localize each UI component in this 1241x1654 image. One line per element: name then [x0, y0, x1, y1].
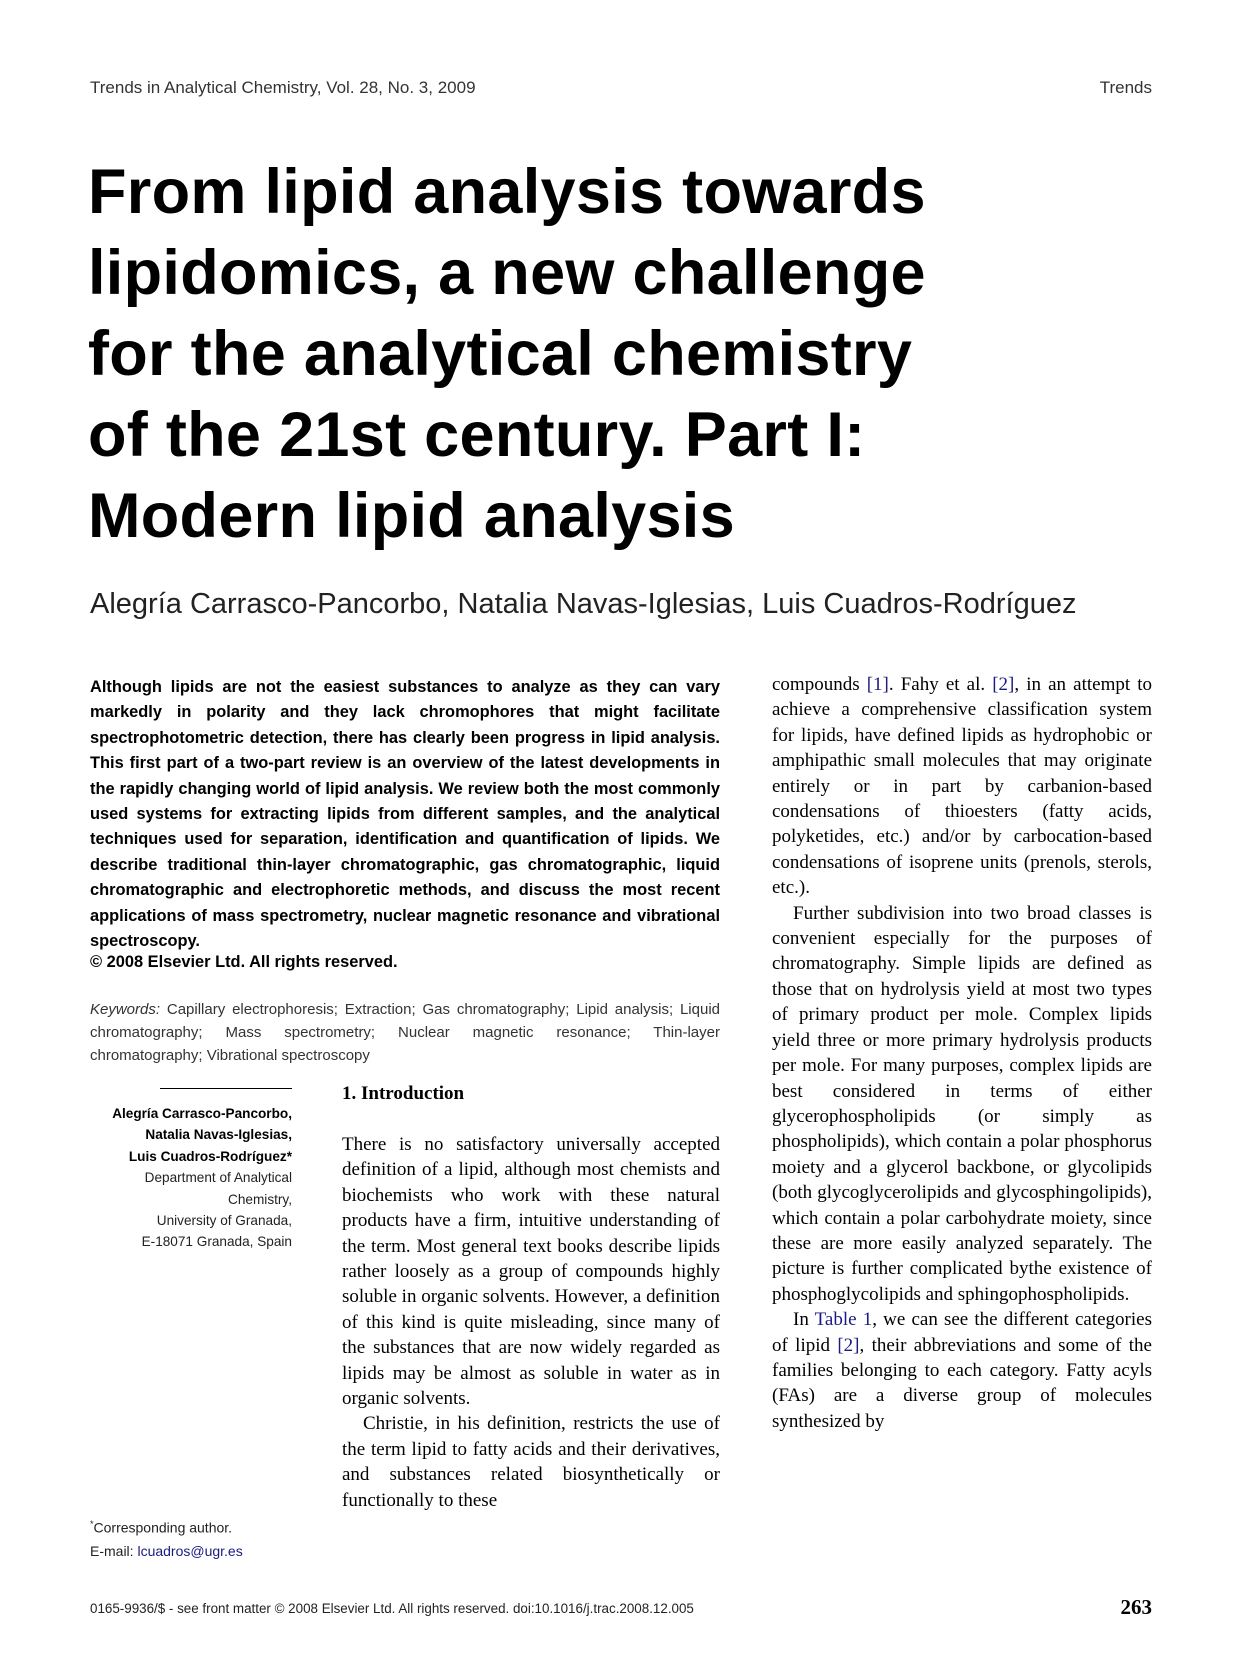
- text-run: , their abbreviations and some of the families belonging to each category. Fatty acyls (FAs) are a diverse group of molecules synthesized by: [772, 1334, 1152, 1432]
- footnote-marker: *: [90, 1519, 94, 1529]
- body-paragraph: [772, 1307, 1152, 1434]
- keywords: [90, 998, 720, 1067]
- text-run: , we can see the different categories of lipid: [772, 1309, 1152, 1356]
- page-footer: 0165-9936/$ - see front matter © 2008 Elsevier Ltd. All rights reserved. doi:10.1016/j.trac.2008.12.005: [90, 1601, 694, 1616]
- section-label: Trends: [1099, 78, 1152, 97]
- affiliation-author: Natalia Navas-Iglesias,: [145, 1127, 292, 1143]
- author-list: Alegría Carrasco-Pancorbo, Natalia Navas-Iglesias, Luis Cuadros-Rodríguez: [90, 588, 1077, 620]
- footnote-text: Corresponding author.: [93, 1519, 233, 1536]
- text-run: . Fahy et al.: [888, 674, 986, 695]
- journal-citation: Trends in Analytical Chemistry, Vol. 28, No. 3, 2009: [90, 78, 476, 97]
- running-header: [90, 78, 1152, 98]
- author-affiliation: [90, 1103, 292, 1253]
- affiliation-city: E-18071 Granada, Spain: [141, 1234, 292, 1250]
- page-number: 263: [1120, 1595, 1152, 1619]
- affiliation-divider: [160, 1088, 292, 1089]
- abstract-copyright: © 2008 Elsevier Ltd. All rights reserved.: [90, 953, 398, 971]
- affiliation-department: Chemistry,: [228, 1191, 292, 1207]
- email-link[interactable]: lcuadros@ugr.es: [137, 1542, 243, 1559]
- affiliation-author: Luis Cuadros-Rodríguez*: [128, 1148, 292, 1164]
- body-column-right: [772, 672, 1152, 1434]
- abstract: Although lipids are not the easiest substances to analyze as they can vary markedly in polarity and they lack chromophores that might facilitate spectrophotometric detection, there has clearly been progress in lipid analysis. This first part of a two-part review is an overview of the latest developments in the rapidly changing world of lipid analysis. We review both the most commonly used systems for extracting lipids from different samples, and the analytical techniques used for separation, identification and quantification of lipids. We describe traditional thin-layer chromatographic, gas chromatographic, liquid chromatographic and electrophoretic methods, and discuss the most recent applications of mass spectrometry, nuclear magnetic resonance and vibrational spectroscopy.: [90, 678, 720, 951]
- keywords-label: Keywords:: [90, 1001, 161, 1018]
- table-link[interactable]: Table 1: [814, 1309, 873, 1331]
- affiliation-author: Alegría Carrasco-Pancorbo,: [112, 1106, 292, 1121]
- affiliation-university: University of Granada,: [156, 1213, 292, 1229]
- body-paragraph: Christie, in his definition, restricts the use of the term lipid to fatty acids and their derivatives, and substances related biosynthetically or functionally to these: [342, 1413, 720, 1511]
- body-paragraph: There is no satisfactory universally accepted definition of a lipid, although most chemists and biochemists who work with these natural products have a firm, intuitive understanding of the term. Most general text books describe lipids rather loosely as a group of compounds highly soluble in organic solvents. However, a definition of this kind is quite misleading, since many of the substances that are now widely regarded as lipids may be almost as soluble in water as in organic solvents.: [342, 1134, 720, 1410]
- section-heading-introduction: 1. Introduction: [342, 1083, 465, 1104]
- article-title: From lipid analysis towards lipidomics, a new challenge for the analytical chemistry of the 21st century. Part I: Modern lipid analysis: [88, 157, 926, 551]
- affiliation-department: Department of Analytical: [144, 1170, 292, 1186]
- keywords-list: Capillary electrophoresis; Extraction; Gas chromatography; Lipid analysis; Liquid chromatography; Mass spectrometry; Nuclear magnetic resonance; Thin-layer chromatography; Vibrational spectroscopy: [90, 1001, 720, 1064]
- text-run: compounds: [772, 674, 860, 695]
- body-paragraph: [772, 672, 1152, 901]
- corresponding-author-footnote: [90, 1513, 310, 1563]
- body-column-middle: [342, 1132, 720, 1513]
- text-run: In: [793, 1309, 809, 1331]
- citation-link[interactable]: [2]: [992, 674, 1015, 695]
- citation-link[interactable]: [1]: [866, 674, 889, 695]
- text-run: , in an attempt to achieve a comprehensive classification system for lipids, have defined lipids as hydrophobic or amphipathic small molecules that may originate entirely or in part by carbanion-based condensations of thioesters (fatty acids, polyketides, etc.) and/or by carbocation-based condensations of isoprene units (prenols, sterols, etc.).: [772, 674, 1152, 899]
- body-paragraph: Further subdivision into two broad classes is convenient especially for the purposes of chromatography. Simple lipids are defined as those that on hydrolysis yield at most two types of primary product per mole. Complex lipids yield three or more primary hydrolysis products per mole. For many purposes, complex lipids are best considered in terms of either glycerophospholipids (or simply as phospholipids), which contain a polar phosphorus moiety and a glycerol backbone, or glycolipids (both glycoglycerolipids and glycosphingolipids), which contain a polar carbohydrate moiety, since these are more easily analyzed separately. The picture is further complicated bythe existence of phosphoglycolipids and sphingophospholipids.: [772, 902, 1152, 1305]
- email-label: E-mail:: [90, 1542, 134, 1559]
- citation-link[interactable]: [2]: [837, 1334, 860, 1356]
